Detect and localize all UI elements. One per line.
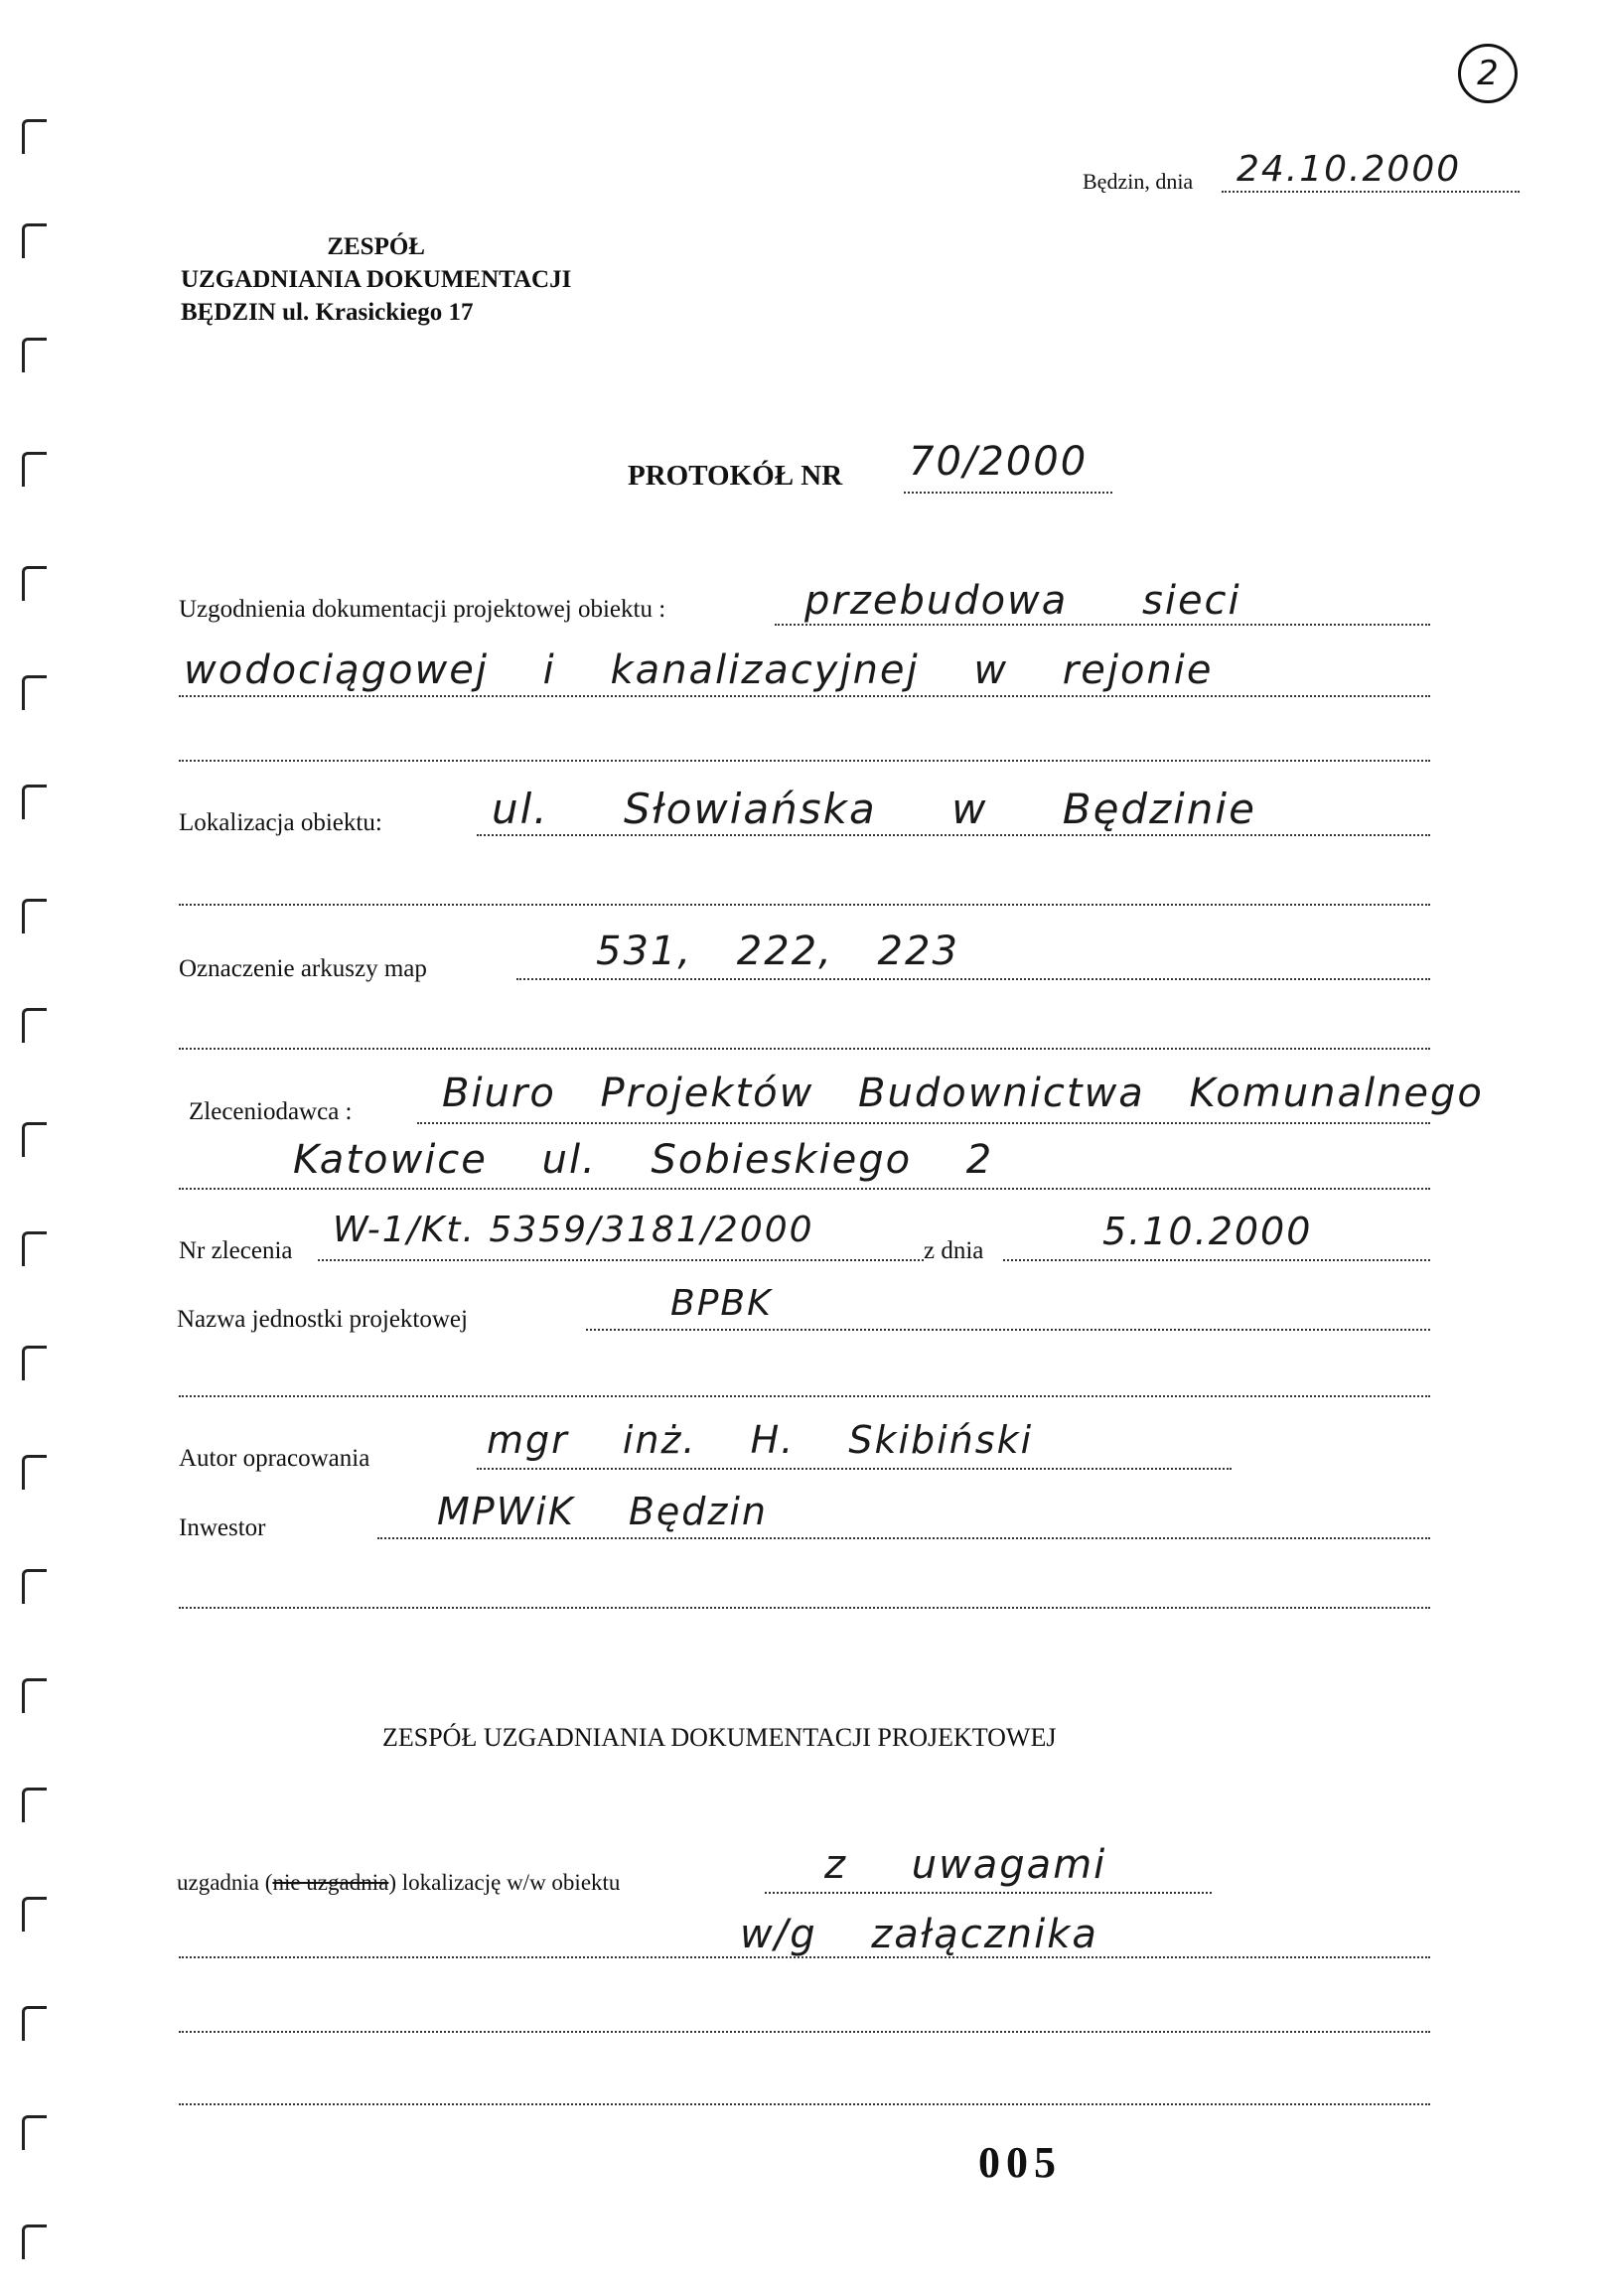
author-dots xyxy=(477,1468,1232,1470)
decision-prefix: uzgadnia ( xyxy=(177,1870,273,1895)
protocol-label: PROTOKÓŁ NR xyxy=(628,460,843,492)
design-unit-dots-2 xyxy=(179,1395,1430,1397)
agreement-dots-2 xyxy=(179,695,1430,697)
order-label: Nr zlecenia xyxy=(179,1237,293,1264)
order-number: W-1/Kt. 5359/3181/2000 xyxy=(333,1210,814,1250)
agreement-dots-1 xyxy=(775,624,1430,626)
office-line2: UZGADNIANIA DOKUMENTACJI xyxy=(181,266,572,293)
investor-label: Inwestor xyxy=(179,1514,266,1541)
order-date-dots xyxy=(1003,1259,1430,1261)
investor-dots-2 xyxy=(179,1607,1430,1609)
map-sheets-dots-2 xyxy=(179,1048,1430,1050)
binding-mark xyxy=(22,2224,47,2259)
binding-mark xyxy=(22,1678,47,1713)
binding-mark xyxy=(22,1569,47,1604)
decision-dots-4 xyxy=(179,2103,1430,2105)
client-dots-1 xyxy=(417,1122,1430,1124)
decision-value-line1: z uwagami xyxy=(824,1842,1107,1888)
circled-page-number xyxy=(1458,44,1518,103)
binding-mark xyxy=(22,1897,47,1932)
author-label: Autor opracowania xyxy=(179,1445,370,1472)
location-label: Lokalizacja obiektu: xyxy=(179,809,382,836)
client-dots-2 xyxy=(179,1188,1430,1190)
order-dots xyxy=(318,1259,924,1261)
binding-mark xyxy=(22,338,47,372)
client-line2: Katowice ul. Sobieskiego 2 xyxy=(293,1137,994,1183)
protocol-dots xyxy=(904,492,1112,494)
location-dots-1 xyxy=(477,834,1430,836)
committee-title: ZESPÓŁ UZGADNIANIA DOKUMENTACJI PROJEKTOWEJ xyxy=(382,1723,1057,1752)
agreement-label: Uzgodnienia dokumentacji projektowej obiektu : xyxy=(179,596,666,623)
binding-mark xyxy=(22,2006,47,2041)
binding-mark xyxy=(22,1788,47,1822)
location-value: ul. Słowiańska w Będzinie xyxy=(492,785,1256,833)
office-header xyxy=(181,230,571,329)
binding-mark xyxy=(22,1122,47,1157)
binding-mark xyxy=(22,1455,47,1490)
footer-number: 005 xyxy=(978,2138,1062,2187)
design-unit-label: Nazwa jednostki projektowej xyxy=(177,1306,468,1333)
binding-mark xyxy=(22,1231,47,1266)
binding-mark xyxy=(22,452,47,487)
office-line3: BĘDZIN ul. Krasickiego 17 xyxy=(181,299,474,326)
location-dots-2 xyxy=(179,904,1430,906)
client-line1: Biuro Projektów Budownictwa Komunalnego xyxy=(442,1071,1484,1116)
binding-mark xyxy=(22,899,47,933)
place-date-value: 24.10.2000 xyxy=(1237,149,1462,190)
decision-suffix: ) lokalizację w/w obiektu xyxy=(388,1870,621,1895)
decision-statement xyxy=(177,1870,620,1896)
circled-page-number-value: 2 xyxy=(1477,54,1499,93)
binding-mark xyxy=(22,1346,47,1380)
order-date-label: z dnia xyxy=(924,1237,984,1264)
design-unit-dots xyxy=(586,1329,1430,1331)
binding-mark xyxy=(22,223,47,258)
decision-dots-1 xyxy=(765,1892,1212,1894)
binding-mark xyxy=(22,566,47,601)
investor-value: MPWiK Będzin xyxy=(437,1490,768,1533)
author-value: mgr inż. H. Skibiński xyxy=(487,1418,1034,1462)
place-date-label: Będzin, dnia xyxy=(1083,169,1194,194)
investor-dots xyxy=(377,1537,1430,1539)
map-sheets-dots xyxy=(516,978,1430,980)
decision-value-line2: w/g załącznika xyxy=(740,1912,1098,1957)
binding-mark xyxy=(22,119,47,154)
map-sheets-value: 531, 222, 223 xyxy=(596,929,959,974)
client-label: Zleceniodawca : xyxy=(189,1098,353,1125)
decision-struck-text: nie uzgadnia xyxy=(272,1870,389,1895)
binding-mark xyxy=(22,785,47,819)
agreement-line2: wodociągowej i kanalizacyjnej w rejonie xyxy=(184,647,1214,693)
binding-mark xyxy=(22,1008,47,1043)
place-date-dots xyxy=(1222,191,1520,193)
decision-dots-3 xyxy=(179,2031,1430,2033)
agreement-dots-3 xyxy=(179,760,1430,762)
binding-mark xyxy=(22,2115,47,2150)
order-date: 5.10.2000 xyxy=(1102,1210,1313,1253)
map-sheets-label: Oznaczenie arkuszy map xyxy=(179,955,427,982)
binding-mark xyxy=(22,675,47,710)
design-unit-value: BPBK xyxy=(670,1283,773,1324)
office-line1: ZESPÓŁ xyxy=(327,233,425,260)
protocol-number: 70/2000 xyxy=(909,439,1089,485)
agreement-line1: przebudowa sieci xyxy=(804,578,1241,624)
